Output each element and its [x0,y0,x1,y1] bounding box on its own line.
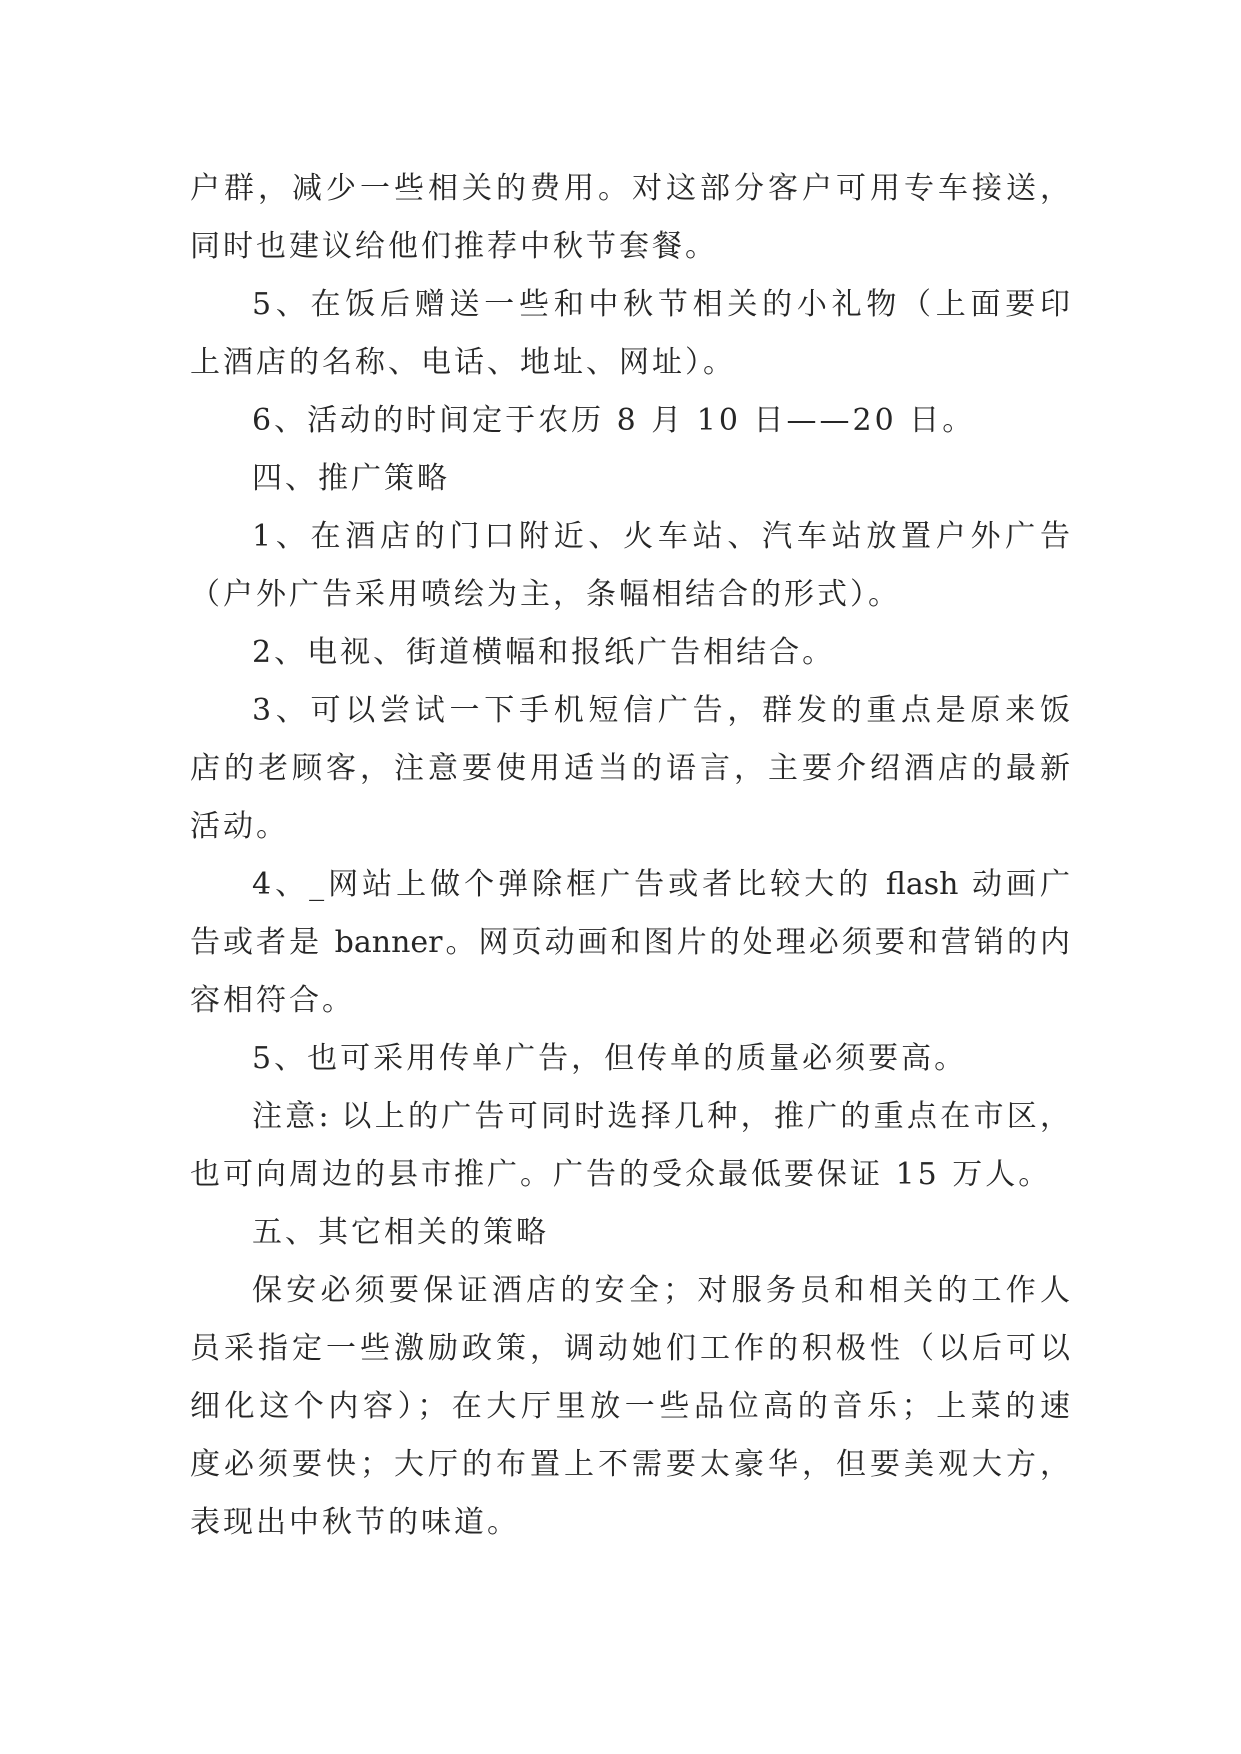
paragraph-line: 也可向周边的县市推广。广告的受众最低要保证 15 万人。 [190,1157,1052,1192]
section-heading: 四、推广策略 [252,461,450,496]
paragraph-line: 容相符合。 [190,983,355,1018]
paragraph-line: 保安必须要保证酒店的安全；对服务员和相关的工作人 [252,1273,1070,1308]
paragraph-line: 5、也可采用传单广告，但传单的质量必须要高。 [252,1041,968,1076]
paragraph-line: 户群，减少一些相关的费用。对这部分客户可用专车接送， [190,171,1070,206]
paragraph-line: 店的老顾客，注意要使用适当的语言，主要介绍酒店的最新 [190,751,1070,786]
paragraph-line: 告或者是 banner。网页动画和图片的处理必须要和营销的内 [190,925,1070,960]
paragraph-line: 6、活动的时间定于农历 8 月 10 日——20 日。 [252,403,976,438]
section-heading: 五、其它相关的策略 [252,1215,549,1250]
paragraph-line: 活动。 [190,809,289,844]
paragraph-line: 4、_网站上做个弹除框广告或者比较大的 flash 动画广 [252,867,1070,902]
paragraph-line: 注意: 以上的广告可同时选择几种，推广的重点在市区， [252,1099,1070,1134]
paragraph-line: 2、电视、街道横幅和报纸广告相结合。 [252,635,836,670]
paragraph-line: 1、在酒店的门口附近、火车站、汽车站放置户外广告 [252,519,1070,554]
paragraph-line: 3、可以尝试一下手机短信广告，群发的重点是原来饭 [252,693,1070,728]
paragraph-line: 5、在饭后赠送一些和中秋节相关的小礼物（上面要印 [252,287,1070,322]
paragraph-line: 同时也建议给他们推荐中秋节套餐。 [190,229,718,264]
paragraph-line: 员采指定一些激励政策，调动她们工作的积极性（以后可以 [190,1331,1070,1366]
paragraph-line: 细化这个内容）；在大厅里放一些品位高的音乐；上菜的速 [190,1389,1070,1424]
paragraph-line: 上酒店的名称、电话、地址、网址）。 [190,345,736,380]
paragraph-line: （户外广告采用喷绘为主，条幅相结合的形式）。 [190,577,901,612]
paragraph-line: 度必须要快；大厅的布置上不需要太豪华，但要美观大方， [190,1447,1070,1482]
paragraph-line: 表现出中秋节的味道。 [190,1505,520,1540]
document-body [190,160,1070,1552]
